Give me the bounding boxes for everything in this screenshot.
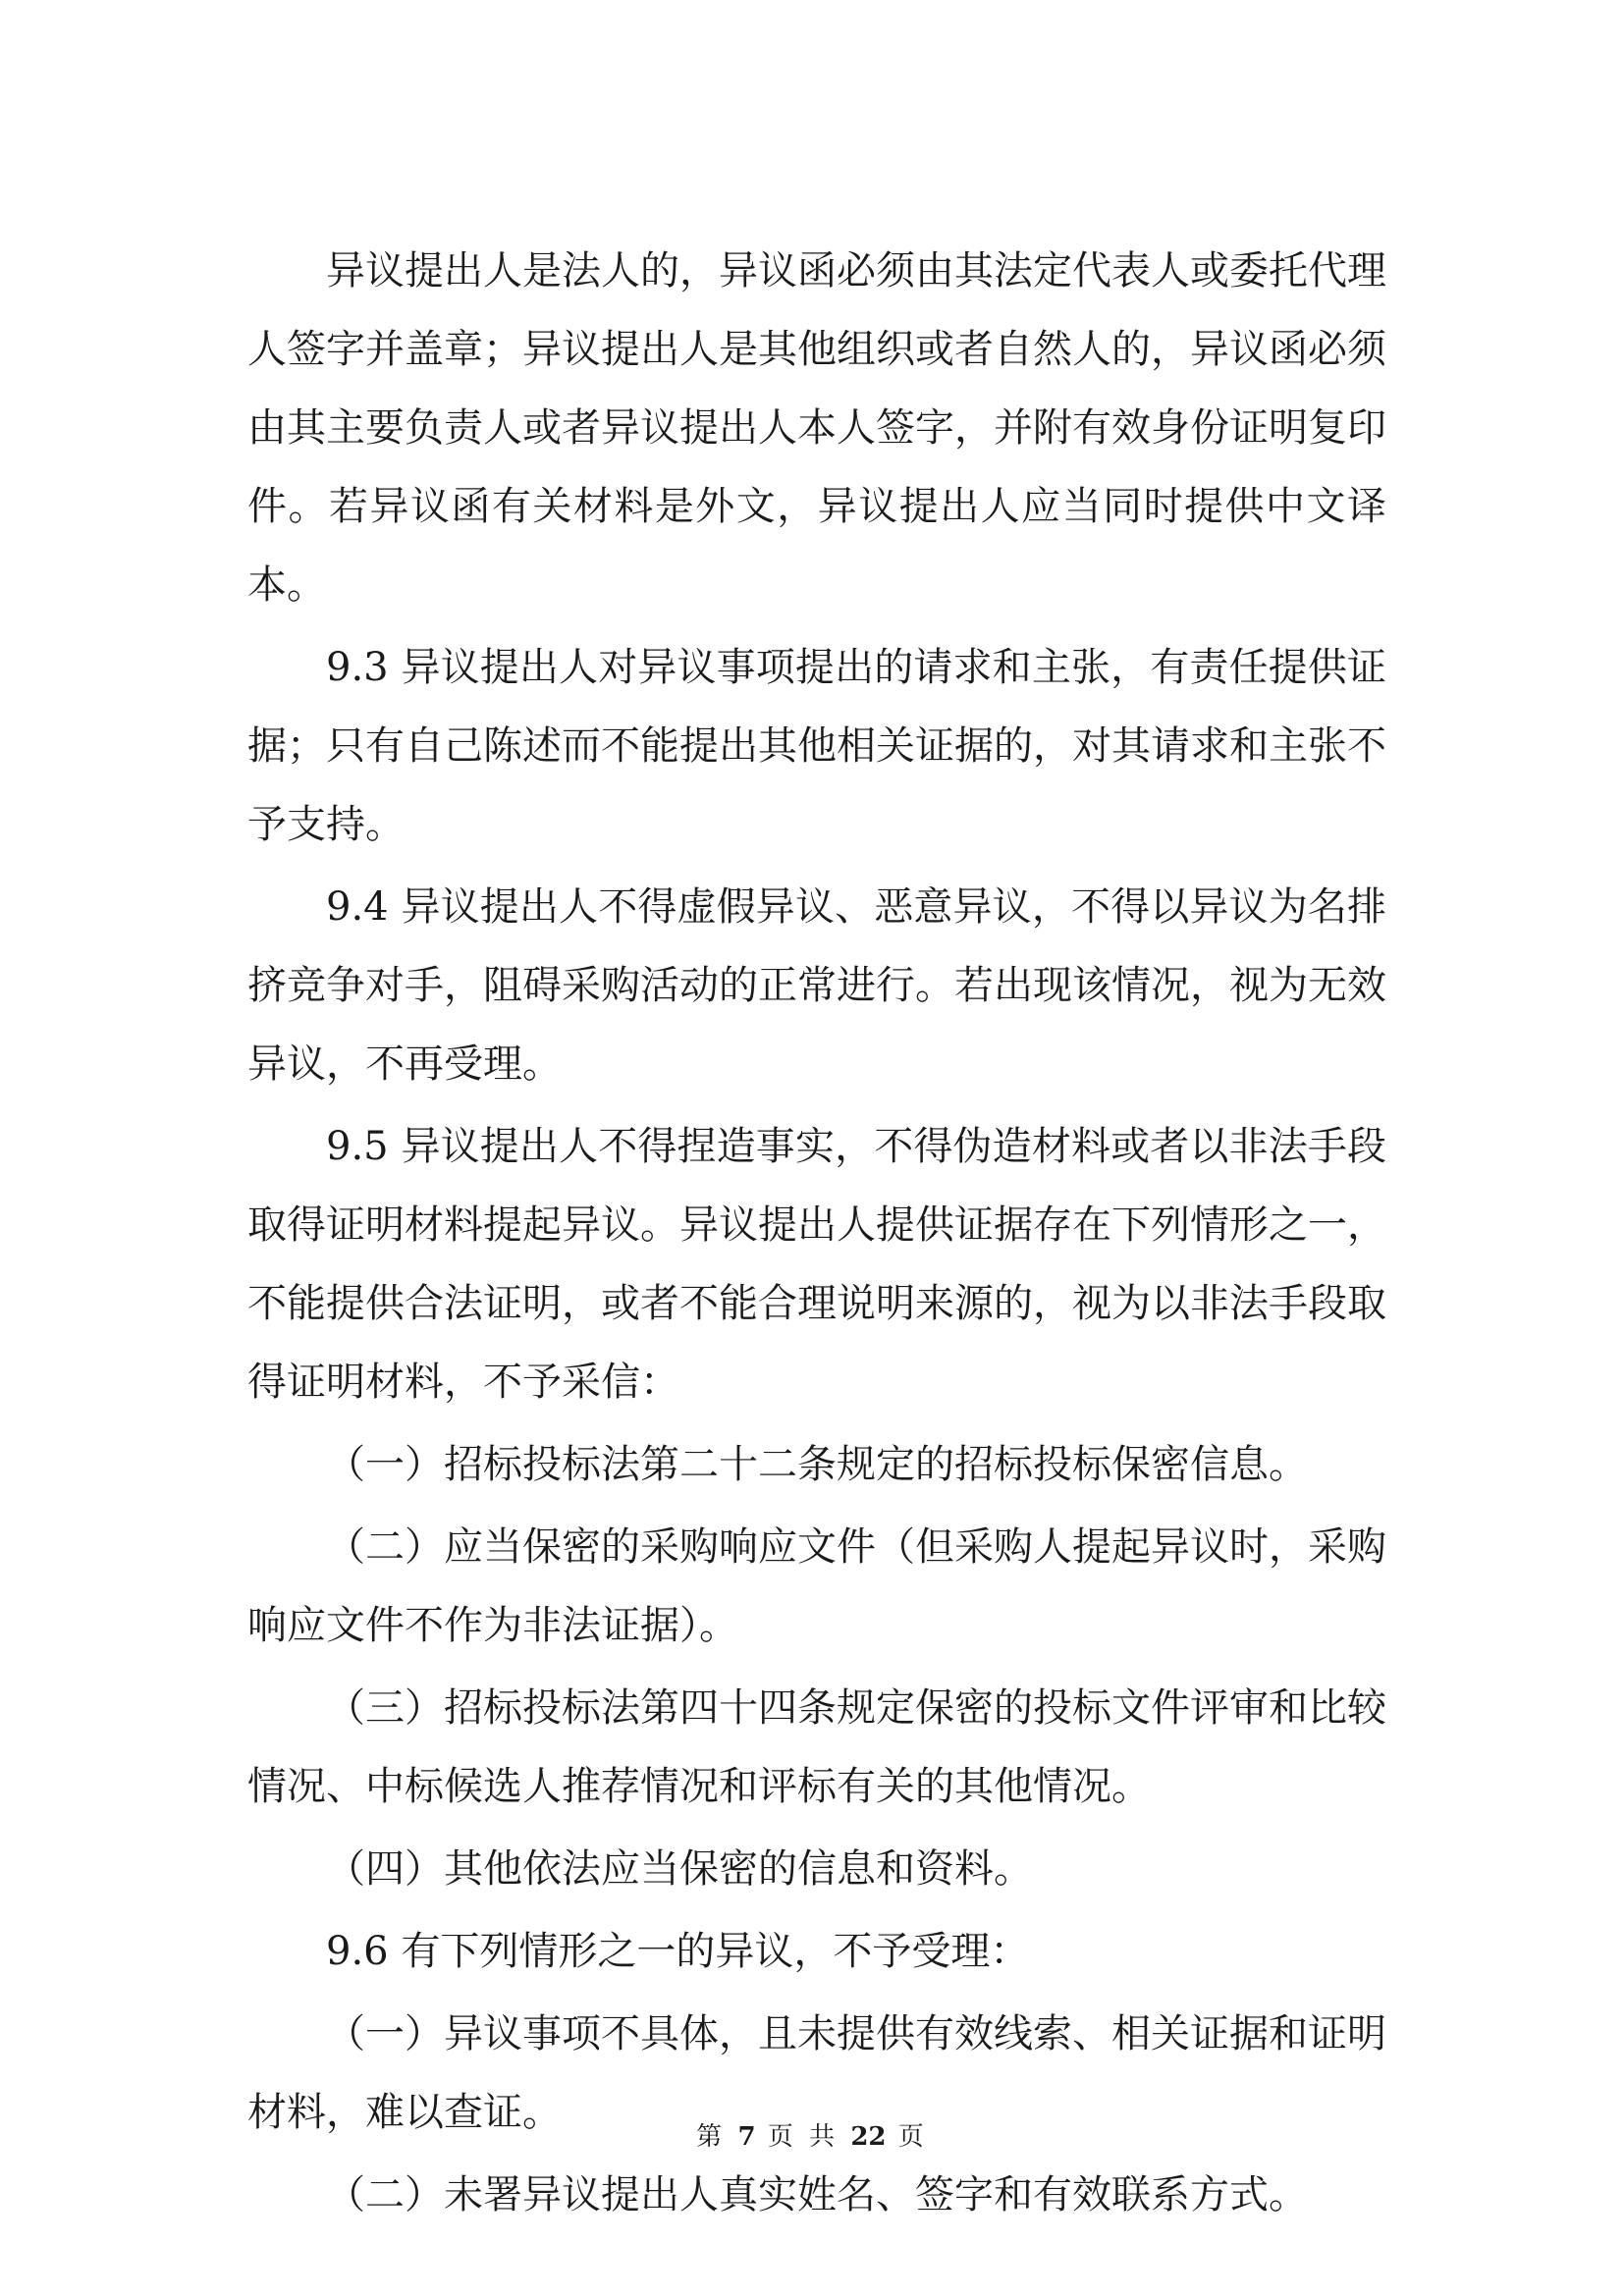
paragraph-9-6-item-2: （二）未署异议提出人真实姓名、签字和有效联系方式。: [326, 2172, 1308, 2217]
paragraph-signature-requirements: 异议提出人是法人的，异议函必须由其法定代表人或委托代理人签字并盖章；异议提出人是其他组织或者自然人的，异议函必须由其主要负责人或者异议提出人本人签字，并附有效身份证明复印件。若异议函有关材料是外文，异议提出人应当同时提供中文译本。: [247, 248, 1386, 608]
paragraph-9-6-item-1: （一）异议事项不具体，且未提供有效线索、相关证据和证明材料，难以查证。: [247, 2011, 1386, 2135]
paragraph-9-4: 9.4 异议提出人不得虚假异议、恶意异议，不得以异议为名排挤竞争对手，阻碍采购活动的正常进行。若出现该情况，视为无效异议，不再受理。: [247, 884, 1386, 1087]
footer-suffix: 页: [897, 2122, 928, 2152]
page-number-footer: [0, 2116, 1624, 2153]
paragraph-9-5: 9.5 异议提出人不得捏造事实，不得伪造材料或者以非法手段取得证明材料提起异议。异议提出人提供证据存在下列情形之一，不能提供合法证明，或者不能合理说明来源的，视为以非法手段取得证明材料，不予采信：: [247, 1124, 1386, 1405]
current-page-number: 7: [737, 2122, 756, 2152]
paragraph-9-3: 9.3 异议提出人对异议事项提出的请求和主张，有责任提供证据；只有自己陈述而不能提出其他相关证据的，对其请求和主张不予支持。: [247, 645, 1386, 847]
paragraph-9-5-item-1: （一）招标投标法第二十二条规定的招标投标保密信息。: [326, 1442, 1308, 1487]
document-body: [247, 232, 1386, 2234]
paragraph-9-5-item-4: （四）其他依法应当保密的信息和资料。: [326, 1846, 1033, 1892]
footer-middle: 页 共: [767, 2122, 839, 2152]
paragraph-9-6: 9.6 有下列情形之一的异议，不予受理：: [326, 1929, 1030, 1974]
footer-prefix: 第: [696, 2122, 727, 2152]
paragraph-9-5-item-2: （二）应当保密的采购响应文件（但采购人提起异议时，采购响应文件不作为非法证据）。: [247, 1524, 1386, 1648]
paragraph-9-5-item-3: （三）招标投标法第四十四条规定保密的投标文件评审和比较情况、中标候选人推荐情况和评标有关的其他情况。: [247, 1685, 1386, 1809]
total-page-count: 22: [850, 2122, 887, 2152]
